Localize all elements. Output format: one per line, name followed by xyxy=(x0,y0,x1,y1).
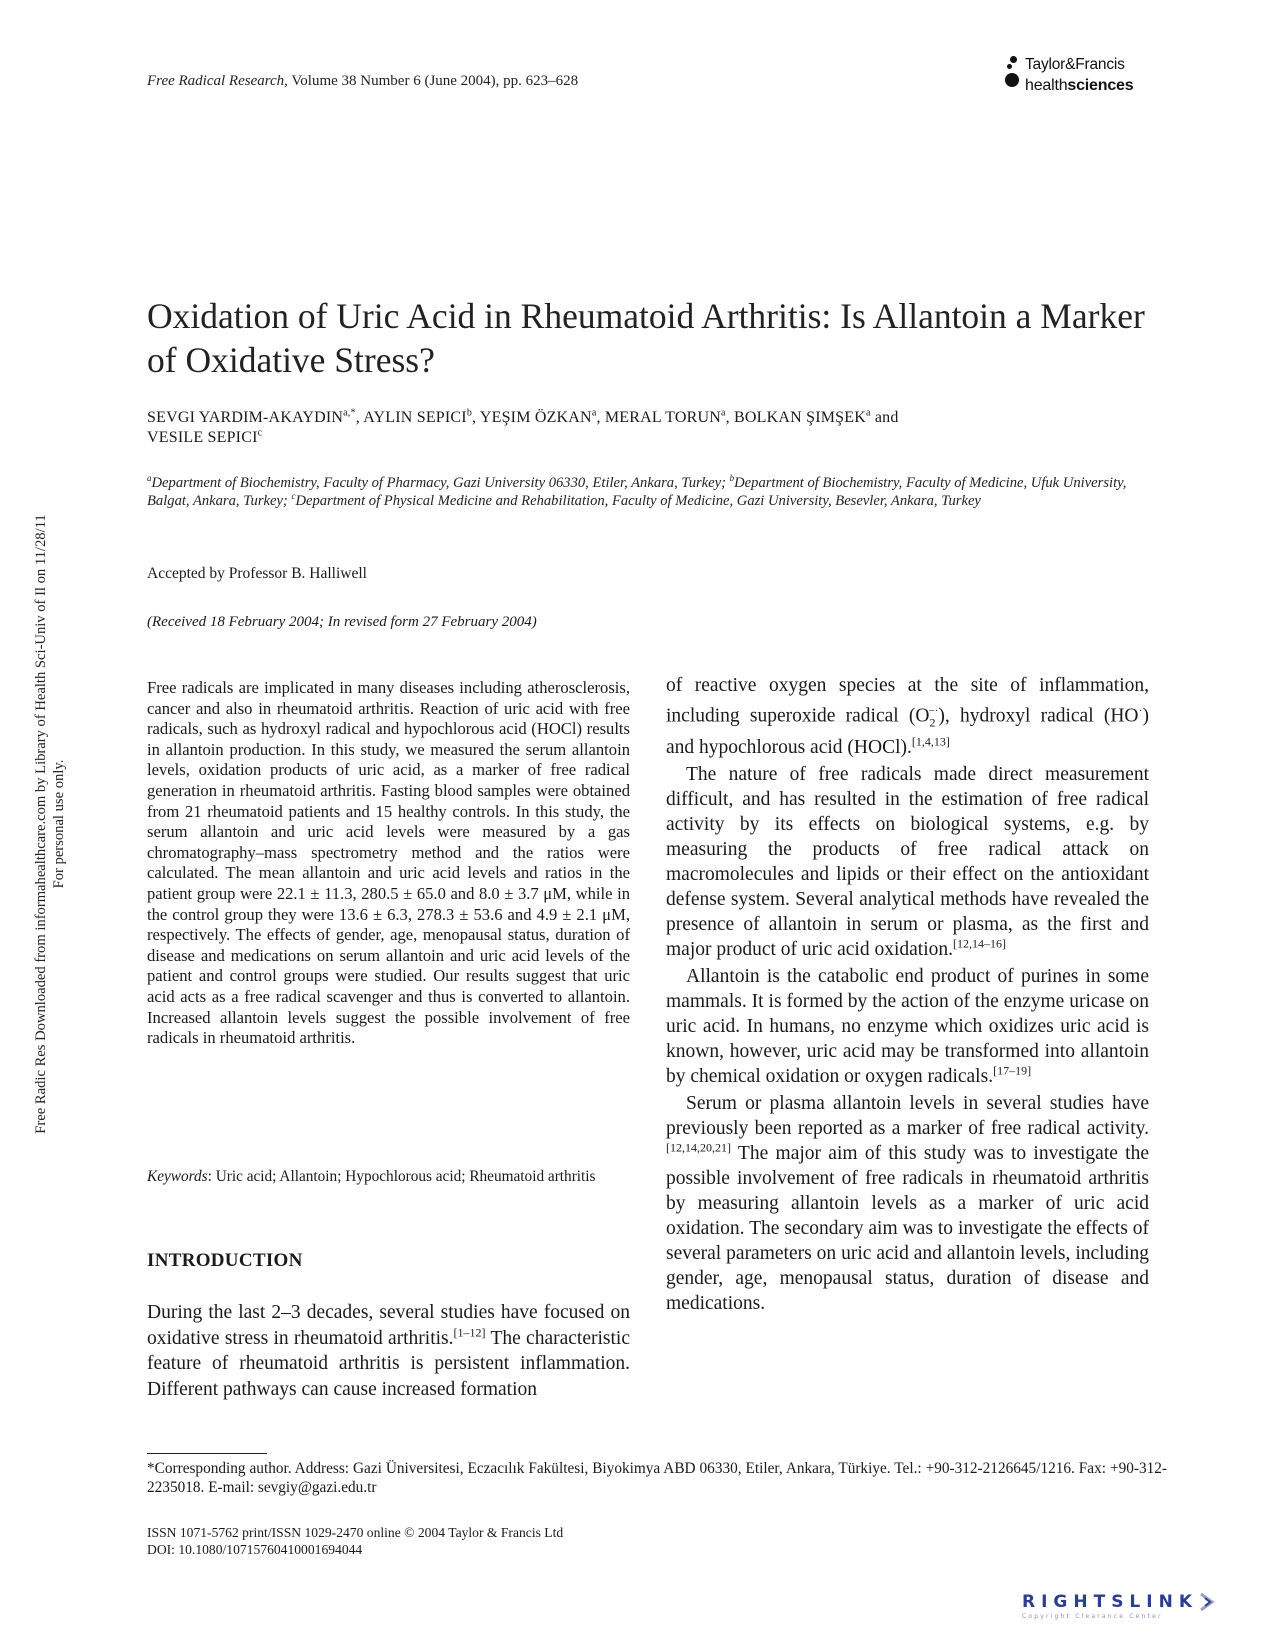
footnote-rule xyxy=(147,1453,267,1454)
section-heading-introduction: INTRODUCTION xyxy=(147,1250,303,1271)
rightslink-text: RIGHTSLINK xyxy=(1022,1592,1198,1612)
corresponding-author-footnote: *Corresponding author. Address: Gazi Üniversitesi, Eczacılık Fakültesi, Biyokimya ABD 06330, Etiler, Ankara, Türkiye. Tel.: +90-312-2126645/1216. Fax: +90-312-2235018. E-mail: sevgiy@gazi.edu.tr xyxy=(147,1460,1167,1496)
rightslink-subtitle: Copyright Clearance Center xyxy=(1022,1613,1163,1620)
accepted-by: Accepted by Professor B. Halliwell xyxy=(147,565,367,582)
publisher-logo xyxy=(1005,56,1165,94)
right-column xyxy=(666,673,1149,1316)
intro-paragraph-1-cont: of reactive oxygen species at the site of inflammation, including superoxide radical $(O_2^{-\cdot})$, hydroxyl radical (HO·) and hypochlorous acid (HOCl).[1,4,13] xyxy=(666,675,1150,759)
intro-paragraph-1: During the last 2–3 decades, several studies have focused on oxidative stress in rheumatoid arthritis.[1–12] The characteristic feature of rheumatoid arthritis is persistent inflammation. Different pathways can cause increased formation xyxy=(147,1302,630,1400)
rightslink-arrow-icon xyxy=(1198,1592,1216,1612)
abstract: Free radicals are implicated in many diseases including atherosclerosis, cancer and also in rheumatoid arthritis. Reaction of uric acid with free radicals, such as hydroxyl radical and hypochlorous acid (HOCl) results in allantoin production. In this study, we measured the serum allantoin levels, oxidation products of uric acid, as a marker of free radical generation in rheumatoid arthritis. Fasting blood samples were obtained from 21 rheumatoid patients and 15 healthy controls. In this study, the serum allantoin and uric acid levels were measured by a gas chromatography–mass spectrometry method and the ratios were calculated. The mean allantoin and uric acid levels and ratios in the patient group were 22.1 ± 11.3, 280.5 ± 65.0 and 8.0 ± 3.7 μM, while in the control group they were 13.6 ± 6.3, 278.3 ± 53.6 and 4.9 ± 2.1 μM, respectively. The effects of gender, age, menopausal status, duration of disease and medications on serum allantoin and uric acid levels of the patient and control groups were studied. Our results suggest that uric acid acts as a free radical scavenger and thus is converted to allantoin. Increased allantoin levels suggest the possible involvement of free radicals in rheumatoid arthritis. xyxy=(147,678,630,1048)
issn-line: ISSN 1071-5762 print/ISSN 1029-2470 online © 2004 Taylor & Francis Ltd xyxy=(147,1525,564,1540)
citation[interactable]: [1,4,13] xyxy=(911,734,950,749)
taylor-francis-mark-icon xyxy=(1005,56,1021,90)
volume-info: , Volume 38 Number 6 (June 2004), pp. 623–628 xyxy=(284,73,579,89)
citation[interactable]: [12,14,20,21] xyxy=(666,1140,731,1155)
journal-citation xyxy=(147,73,578,90)
affiliations: $^a$Department of Biochemistry, Faculty of Pharmacy, Gazi University 06330, Etiler, Ankara, Turkey; $^b$Department of Biochemistry, Faculty of Medicine, Ufuk University, Balgat, Ankara, Turkey; $^c$Department of Physical Medicine and Rehabilitation, Faculty of Medicine, Gazi University, Besevler, Ankara, Turkey xyxy=(147,473,1127,509)
citation[interactable]: [17–19] xyxy=(993,1063,1032,1078)
citation[interactable]: [12,14–16] xyxy=(953,936,1006,951)
side-note-line-2: For personal use only. xyxy=(51,759,67,889)
doi-line[interactable]: DOI: 10.1080/10715760410001694044 xyxy=(147,1542,363,1557)
keywords: Keywords: Uric acid; Allantoin; Hypochlorous acid; Rheumatoid arthritis xyxy=(147,1168,596,1185)
intro-paragraph-2: The nature of free radicals made direct measurement difficult, and has resulted in the estimation of free radical activity by its effects on biological systems, e.g. by measuring the products of free radical attack on macromolecules and lipids or their effect on the antioxidant defense system. Several analytical methods have revealed the presence of allantoin in serum or plasma, as the first and major product of uric acid oxidation.[12,14–16] xyxy=(666,764,1149,961)
journal-name: Free Radical Research xyxy=(147,73,285,89)
citation[interactable]: [1–12] xyxy=(453,1325,486,1339)
author-list: SEVGI YARDIM-$AKAYDIN^{a,*}$, AYLIN SEPICI$^b$, YEŞIM ÖZKAN$^a$, MERAL TORUN$^a$, BOLKAN ŞIMŞEK$^a$ and VESILE SEPICI$^c$ xyxy=(147,407,899,446)
download-side-note xyxy=(32,479,68,1169)
publisher-imprint: healthsciences xyxy=(1025,77,1134,94)
rightslink-logo[interactable] xyxy=(1022,1592,1252,1626)
issn-doi-block xyxy=(147,1524,563,1558)
article-title: Oxidation of Uric Acid in Rheumatoid Arthritis: Is Allantoin a Marker of Oxidative Stress? xyxy=(147,296,1145,380)
intro-paragraph-4: Serum or plasma allantoin levels in several studies have previously been reported as a marker of free radical activity.[12,14,20,21] The major aim of this study was to investigate the possible involvement of free radicals in rheumatoid arthritis by measuring allantoin levels as a marker of uric acid oxidation. The secondary aim was to investigate the effects of several parameters on uric acid and allantoin levels, including gender, age, menopausal status, duration of disease and medications. xyxy=(666,1093,1149,1315)
side-note-line-1: Free Radic Res Downloaded from informahealthcare.com by Library of Health Sci-Univ of Il on 11/28/11 xyxy=(33,514,49,1134)
received-dates: (Received 18 February 2004; In revised form 27 February 2004) xyxy=(147,614,537,630)
intro-paragraph-3: Allantoin is the catabolic end product of purines in some mammals. It is formed by the action of the enzyme uricase on uric acid. In humans, no enzyme which oxidizes uric acid is known, however, uric acid may be transformed into allantoin by chemical oxidation or oxygen radicals.[17–19] xyxy=(666,966,1149,1088)
publisher-name: Taylor&Francis xyxy=(1025,56,1125,73)
